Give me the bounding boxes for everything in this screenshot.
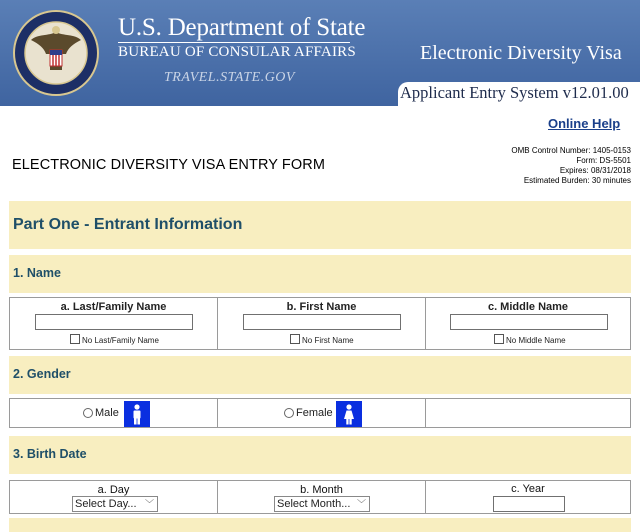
female-person-icon xyxy=(336,401,362,427)
male-option-cell xyxy=(9,398,218,428)
bureau-name: BUREAU OF CONSULAR AFFAIRS xyxy=(118,44,356,60)
state-department-seal-icon xyxy=(13,10,99,96)
female-label: Female xyxy=(296,407,333,419)
birth-month-label: b. Month xyxy=(300,484,343,496)
last-name-input[interactable] xyxy=(35,314,193,330)
male-person-icon xyxy=(124,401,150,427)
gender-section-title: 2. Gender xyxy=(13,367,71,381)
birth-year-cell xyxy=(425,480,631,514)
name-section-title: 1. Name xyxy=(13,266,61,280)
next-section-header xyxy=(9,518,631,532)
gender-empty-cell xyxy=(425,398,631,428)
omb-expires: Expires: 08/31/2018 xyxy=(559,166,631,175)
no-middle-name-label: No Middle Name xyxy=(506,336,566,345)
male-label: Male xyxy=(95,407,119,419)
header-banner xyxy=(0,0,640,106)
last-name-cell xyxy=(9,297,218,350)
no-first-name-checkbox[interactable] xyxy=(290,334,300,344)
female-option-cell xyxy=(217,398,426,428)
chevron-down-icon: ﹀ xyxy=(144,499,154,509)
system-version-tab xyxy=(398,82,640,106)
birth-date-section-title: 3. Birth Date xyxy=(13,447,87,461)
omb-burden: Estimated Burden: 30 minutes xyxy=(523,176,631,185)
omb-control: OMB Control Number: 1405-0153 xyxy=(511,146,631,155)
omb-info xyxy=(511,146,631,186)
no-middle-name-checkbox[interactable] xyxy=(494,334,504,344)
no-last-name-checkbox[interactable] xyxy=(70,334,80,344)
birth-date-section-header xyxy=(9,436,631,474)
last-name-label: a. Last/Family Name xyxy=(60,301,167,313)
male-radio[interactable] xyxy=(83,408,93,418)
birth-year-input[interactable] xyxy=(493,496,565,512)
middle-name-cell xyxy=(425,297,631,350)
department-title: U.S. Department of State xyxy=(118,14,366,41)
online-help-link[interactable]: Online Help xyxy=(548,116,621,131)
birth-day-value: Select Day... xyxy=(75,498,137,510)
birth-day-label: a. Day xyxy=(97,484,130,496)
program-title: Electronic Diversity Visa xyxy=(420,42,622,64)
middle-name-input[interactable] xyxy=(450,314,608,330)
birth-month-value: Select Month... xyxy=(277,498,351,510)
birth-month-cell xyxy=(217,480,426,514)
birth-year-label: c. Year xyxy=(511,483,545,495)
no-last-name-label: No Last/Family Name xyxy=(82,336,159,345)
birth-month-select[interactable] xyxy=(274,496,370,512)
middle-name-label: c. Middle Name xyxy=(487,301,569,313)
site-name: TRAVEL.STATE.GOV xyxy=(164,70,295,85)
first-name-label: b. First Name xyxy=(286,301,357,313)
first-name-input[interactable] xyxy=(243,314,401,330)
birth-day-select[interactable] xyxy=(72,496,158,512)
birth-day-cell xyxy=(9,480,218,514)
omb-form: Form: DS-5501 xyxy=(576,156,631,165)
form-title: ELECTRONIC DIVERSITY VISA ENTRY FORM xyxy=(12,157,325,173)
gender-section-header xyxy=(9,356,631,394)
chevron-down-icon: ﹀ xyxy=(356,499,366,509)
part-one-header xyxy=(9,201,631,249)
title-divider xyxy=(118,42,350,43)
no-first-name-label: No First Name xyxy=(302,336,354,345)
female-radio[interactable] xyxy=(284,408,294,418)
name-section-header xyxy=(9,255,631,293)
part-one-title: Part One - Entrant Information xyxy=(13,216,243,233)
first-name-cell xyxy=(217,297,426,350)
system-version: Applicant Entry System v12.01.00 xyxy=(400,83,629,102)
